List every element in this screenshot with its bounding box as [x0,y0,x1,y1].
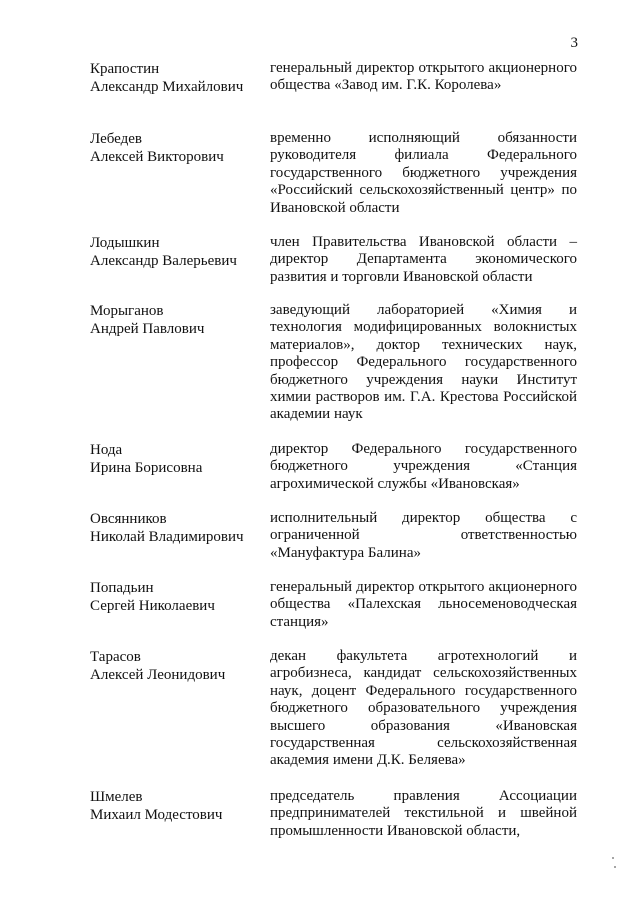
member-name [90,788,265,824]
scan-speck [614,866,616,868]
scan-speck [612,857,614,859]
member-name [90,579,265,615]
member-given-names: Александр Михайлович [90,79,244,95]
member-position: исполнительный директор общества с ограниченной ответственностью «Мануфактура Балина» [270,510,577,561]
member-surname: Крапостин [90,61,160,77]
member-surname: Морыганов [90,303,164,319]
member-position: декан факультета агротехнологий и агробизнеса, кандидат сельскохозяйственных наук, доцент Федерального государственного бюджетного образовательного учреждения высшего образования «Ивановская государственная сельскохозяйственная академия имени Д.К. Беляева» [270,648,577,769]
member-given-names: Сергей Николаевич [90,598,215,614]
member-position: председатель правления Ассоциации предпринимателей текстильной и швейной промышленности Ивановской области, [270,788,577,839]
member-position: член Правительства Ивановской области – директор Департамента экономического развития и торговли Ивановской области [270,234,577,285]
member-position: генеральный директор открытого акционерного общества «Палехская льносеменоводческая станция» [270,579,577,630]
member-given-names: Михаил Модестович [90,807,223,823]
member-surname: Тарасов [90,649,141,665]
member-name [90,441,265,477]
member-name [90,648,265,684]
member-given-names: Николай Владимирович [90,529,244,545]
member-surname: Овсянников [90,511,167,527]
member-name [90,302,265,338]
member-position: временно исполняющий обязанности руководителя филиала Федерального государственного бюджетного учреждения «Российский сельскохозяйственный центр» по Ивановской области [270,130,577,216]
member-name [90,60,265,96]
member-given-names: Александр Валерьевич [90,253,237,269]
member-name [90,234,265,270]
member-given-names: Андрей Павлович [90,321,205,337]
member-surname: Нода [90,442,123,458]
member-position: генеральный директор открытого акционерного общества «Завод им. Г.К. Королева» [270,60,577,94]
member-name [90,130,265,166]
member-surname: Лебедев [90,131,142,147]
member-given-names: Алексей Леонидович [90,667,226,683]
member-given-names: Ирина Борисовна [90,460,203,476]
member-surname: Попадьин [90,580,154,596]
member-name [90,510,265,546]
member-position: директор Федерального государственного бюджетного учреждения «Станция агрохимической службы «Ивановская» [270,441,577,492]
member-surname: Шмелев [90,789,143,805]
member-given-names: Алексей Викторович [90,149,224,165]
member-surname: Лодышкин [90,235,160,251]
page-number: 3 [570,35,578,51]
member-position: заведующий лабораторией «Химия и технология модифицированных волокнистых материалов», доктор технических наук, профессор Федерального государственного бюджетного учреждения науки Институт химии растворов им. Г.А. Крестова Российской академии наук [270,302,577,423]
